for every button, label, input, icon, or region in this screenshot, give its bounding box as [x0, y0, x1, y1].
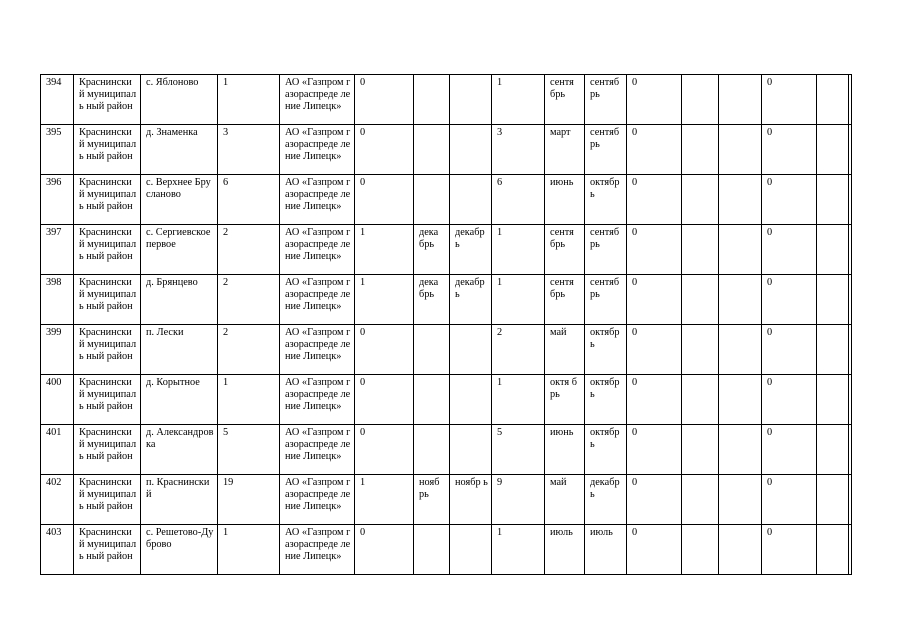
count-cell: 2	[218, 275, 280, 325]
month-to-cell: октябр ь	[585, 175, 627, 225]
month-from-cell: сентя брь	[545, 75, 585, 125]
empty-cell	[719, 425, 762, 475]
organization-cell: АО «Газпром газораспреде ление Липецк»	[280, 475, 355, 525]
settlement-cell: д. Знаменка	[141, 125, 218, 175]
month-cell: дека брь	[414, 275, 450, 325]
value-cell: 9	[492, 475, 545, 525]
month-cell: дека брь	[414, 225, 450, 275]
row-number-cell: 394	[41, 75, 74, 125]
table-row	[41, 125, 852, 175]
settlement-cell: п. Лески	[141, 325, 218, 375]
value-cell: 0	[627, 375, 682, 425]
settlement-cell: с. Верхнее Брусланово	[141, 175, 218, 225]
empty-cell	[817, 525, 849, 575]
value-cell: 1	[492, 75, 545, 125]
settlement-cell: с. Решетово-Дуброво	[141, 525, 218, 575]
empty-cell	[719, 175, 762, 225]
month-to-cell: октябр ь	[585, 375, 627, 425]
month-cell	[450, 375, 492, 425]
month-cell: декабр ь	[450, 275, 492, 325]
month-to-cell: сентяб рь	[585, 225, 627, 275]
month-to-cell: октябр ь	[585, 425, 627, 475]
empty-cell	[682, 175, 719, 225]
month-to-cell: сентяб рь	[585, 125, 627, 175]
month-cell: декабр ь	[450, 225, 492, 275]
month-to-cell: июль	[585, 525, 627, 575]
empty-cell	[817, 125, 849, 175]
month-cell	[450, 75, 492, 125]
count-cell: 1	[218, 375, 280, 425]
empty-cell	[682, 75, 719, 125]
empty-cell	[817, 175, 849, 225]
month-to-cell: декабр ь	[585, 475, 627, 525]
table-body	[41, 75, 852, 575]
month-cell	[414, 325, 450, 375]
month-cell	[450, 425, 492, 475]
month-cell	[414, 375, 450, 425]
month-from-cell: июнь	[545, 425, 585, 475]
empty-cell	[849, 325, 852, 375]
month-from-cell: сентя брь	[545, 225, 585, 275]
value-cell: 0	[627, 425, 682, 475]
empty-cell	[849, 275, 852, 325]
empty-cell	[849, 375, 852, 425]
value-cell: 0	[762, 75, 817, 125]
month-cell: нояб рь	[414, 475, 450, 525]
count-cell: 2	[218, 225, 280, 275]
table-row	[41, 225, 852, 275]
organization-cell: АО «Газпром газораспреде ление Липецк»	[280, 425, 355, 475]
value-cell: 1	[492, 275, 545, 325]
organization-cell: АО «Газпром газораспреде ление Липецк»	[280, 75, 355, 125]
empty-cell	[817, 475, 849, 525]
value-cell: 0	[762, 325, 817, 375]
row-number-cell: 399	[41, 325, 74, 375]
empty-cell	[719, 475, 762, 525]
month-from-cell: март	[545, 125, 585, 175]
table-row	[41, 475, 852, 525]
empty-cell	[817, 225, 849, 275]
value-cell: 0	[762, 175, 817, 225]
organization-cell: АО «Газпром газораспреде ление Липецк»	[280, 525, 355, 575]
month-cell	[414, 175, 450, 225]
count-cell: 1	[218, 525, 280, 575]
row-number-cell: 396	[41, 175, 74, 225]
empty-cell	[849, 75, 852, 125]
empty-cell	[682, 125, 719, 175]
month-cell	[414, 125, 450, 175]
month-from-cell: октя брь	[545, 375, 585, 425]
empty-cell	[849, 125, 852, 175]
settlement-cell: д. Брянцево	[141, 275, 218, 325]
value-cell: 0	[355, 75, 414, 125]
month-cell	[414, 75, 450, 125]
settlement-cell: с. Яблоново	[141, 75, 218, 125]
count-cell: 6	[218, 175, 280, 225]
value-cell: 6	[492, 175, 545, 225]
table-row	[41, 375, 852, 425]
count-cell: 2	[218, 325, 280, 375]
value-cell: 0	[627, 175, 682, 225]
value-cell: 0	[355, 375, 414, 425]
organization-cell: АО «Газпром газораспреде ление Липецк»	[280, 125, 355, 175]
month-cell	[414, 525, 450, 575]
empty-cell	[682, 475, 719, 525]
value-cell: 1	[355, 275, 414, 325]
value-cell: 3	[492, 125, 545, 175]
month-from-cell: июнь	[545, 175, 585, 225]
count-cell: 3	[218, 125, 280, 175]
empty-cell	[719, 75, 762, 125]
count-cell: 1	[218, 75, 280, 125]
value-cell: 0	[762, 525, 817, 575]
value-cell: 0	[355, 325, 414, 375]
table-row	[41, 75, 852, 125]
month-to-cell: сентяб рь	[585, 75, 627, 125]
empty-cell	[817, 275, 849, 325]
value-cell: 0	[627, 325, 682, 375]
district-cell: Краснински й муниципаль ный район	[74, 75, 141, 125]
empty-cell	[817, 325, 849, 375]
table-row	[41, 425, 852, 475]
settlement-cell: с. Сергиевское первое	[141, 225, 218, 275]
month-from-cell: сентя брь	[545, 275, 585, 325]
count-cell: 5	[218, 425, 280, 475]
district-cell: Краснински й муниципаль ный район	[74, 375, 141, 425]
district-cell: Краснински й муниципаль ный район	[74, 325, 141, 375]
empty-cell	[849, 475, 852, 525]
value-cell: 0	[762, 425, 817, 475]
empty-cell	[682, 425, 719, 475]
month-cell	[450, 175, 492, 225]
month-cell	[450, 325, 492, 375]
month-cell: ноябр ь	[450, 475, 492, 525]
month-cell	[414, 425, 450, 475]
district-cell: Краснински й муниципаль ный район	[74, 225, 141, 275]
table-row	[41, 175, 852, 225]
value-cell: 1	[492, 225, 545, 275]
month-to-cell: октябр ь	[585, 325, 627, 375]
month-from-cell: май	[545, 475, 585, 525]
empty-cell	[849, 225, 852, 275]
row-number-cell: 402	[41, 475, 74, 525]
district-cell: Краснински й муниципаль ный район	[74, 425, 141, 475]
value-cell: 0	[627, 275, 682, 325]
value-cell: 0	[762, 225, 817, 275]
empty-cell	[719, 275, 762, 325]
empty-cell	[682, 325, 719, 375]
value-cell: 1	[492, 525, 545, 575]
value-cell: 1	[355, 475, 414, 525]
empty-cell	[682, 375, 719, 425]
row-number-cell: 397	[41, 225, 74, 275]
settlement-cell: д. Александров ка	[141, 425, 218, 475]
empty-cell	[682, 275, 719, 325]
settlement-cell: п. Краснинский	[141, 475, 218, 525]
empty-cell	[817, 425, 849, 475]
value-cell: 0	[762, 375, 817, 425]
value-cell: 0	[627, 225, 682, 275]
value-cell: 0	[627, 525, 682, 575]
organization-cell: АО «Газпром газораспреде ление Липецк»	[280, 225, 355, 275]
value-cell: 0	[762, 125, 817, 175]
row-number-cell: 398	[41, 275, 74, 325]
empty-cell	[719, 375, 762, 425]
value-cell: 0	[627, 125, 682, 175]
empty-cell	[849, 525, 852, 575]
value-cell: 0	[762, 475, 817, 525]
empty-cell	[719, 325, 762, 375]
value-cell: 0	[627, 475, 682, 525]
empty-cell	[682, 525, 719, 575]
value-cell: 0	[355, 175, 414, 225]
month-cell	[450, 525, 492, 575]
table-row	[41, 275, 852, 325]
month-cell	[450, 125, 492, 175]
empty-cell	[817, 75, 849, 125]
organization-cell: АО «Газпром газораспреде ление Липецк»	[280, 275, 355, 325]
district-cell: Краснински й муниципаль ный район	[74, 275, 141, 325]
value-cell: 1	[355, 225, 414, 275]
district-cell: Краснински й муниципаль ный район	[74, 525, 141, 575]
row-number-cell: 400	[41, 375, 74, 425]
empty-cell	[719, 225, 762, 275]
empty-cell	[682, 225, 719, 275]
empty-cell	[849, 425, 852, 475]
organization-cell: АО «Газпром газораспреде ление Липецк»	[280, 375, 355, 425]
row-number-cell: 395	[41, 125, 74, 175]
organization-cell: АО «Газпром газораспреде ление Липецк»	[280, 175, 355, 225]
value-cell: 0	[627, 75, 682, 125]
empty-cell	[817, 375, 849, 425]
empty-cell	[719, 125, 762, 175]
data-table	[40, 74, 852, 575]
row-number-cell: 401	[41, 425, 74, 475]
district-cell: Краснински й муниципаль ный район	[74, 175, 141, 225]
value-cell: 0	[355, 525, 414, 575]
settlement-cell: д. Корытное	[141, 375, 218, 425]
month-from-cell: май	[545, 325, 585, 375]
value-cell: 0	[355, 125, 414, 175]
value-cell: 1	[492, 375, 545, 425]
value-cell: 2	[492, 325, 545, 375]
table-row	[41, 525, 852, 575]
count-cell: 19	[218, 475, 280, 525]
table-row	[41, 325, 852, 375]
month-to-cell: сентяб рь	[585, 275, 627, 325]
empty-cell	[719, 525, 762, 575]
district-cell: Краснински й муниципаль ный район	[74, 125, 141, 175]
district-cell: Краснински й муниципаль ный район	[74, 475, 141, 525]
value-cell: 5	[492, 425, 545, 475]
value-cell: 0	[355, 425, 414, 475]
row-number-cell: 403	[41, 525, 74, 575]
empty-cell	[849, 175, 852, 225]
value-cell: 0	[762, 275, 817, 325]
organization-cell: АО «Газпром газораспреде ление Липецк»	[280, 325, 355, 375]
month-from-cell: июль	[545, 525, 585, 575]
